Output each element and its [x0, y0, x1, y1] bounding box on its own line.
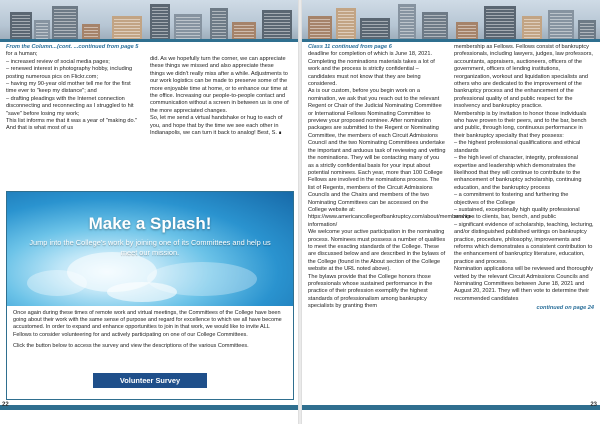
make-a-splash-promo — [6, 191, 294, 400]
page-number: 23 — [590, 402, 597, 408]
splash-subtitle: Jump into the College's work by joining one of its Committees and help us meet our mission. — [29, 238, 271, 257]
left-column-1 — [6, 44, 142, 133]
splash-paragraph: Once again during these times of remote work and virtual meetings, the Committees of the College have been going about their work with the same sense of purpose and regard for excellence to which we all have become accustomed. In order to expand and enhance opportunities to join in that work, we would like to invite ALL Fellows to consider volunteering for and actively participating on one of our College Committees. — [13, 310, 282, 338]
left-column-2 — [150, 56, 290, 137]
splash-body — [13, 310, 287, 354]
continued-heading: Class 11 continued from page 6 — [308, 44, 392, 50]
right-column-1 — [308, 44, 473, 311]
right-page — [302, 0, 600, 424]
column-text: for a human; – increased review of social media pages; – renewed interest in photography hobby, including posting numerous pics on Flickr.com; – having my 90-year old mother tell me for the first time ever to "keep my distance"; and – drafting pleadings with the Internet connection disconnecting and reconnecting as I struggled to hit "save" before losing my work; This list informs me that it was a year of "making do." And that is what most of us — [6, 51, 138, 132]
right-column-2 — [454, 44, 594, 313]
splash-paragraph: Click the button below to access the survey and view the descriptions of the various Committees. — [13, 342, 249, 349]
column-text: did. As we hopefully turn the corner, we can appreciate these things we missed and also appreciate these things we didn't really miss after a while. Adjustments to our work logistics can be made to preserve some of the more enjoyable time at home, or to enhance our time at the office. Increasing our people-to-people contact and communication without a screen in between us is one of the more appreciated changes. So, let me send a virtual handshake or hug to each of you, and hope that by the time we see each other in Indianapolis, we can turn it back to analog! Best, S. ∎ — [150, 56, 289, 137]
splash-title: Make a Splash! — [88, 214, 212, 233]
footer-bar — [0, 405, 298, 410]
skyline-header-image — [302, 0, 600, 42]
left-page — [0, 0, 298, 424]
continued-heading: From the Column...(cont. ...continued from page 5 — [6, 44, 139, 50]
column-text: membership as Fellows. Fellows consist of bankruptcy professionals, including lawyers, judges, law professors, accountants, appraisers, auctioneers, officers of the government, officers of lending institutions, reorganization, workout and liquidation specialists and others who are dedicated to the improvement of the bankruptcy process and the enhancement of the professional quality of and public respect for the insolvency and bankruptcy practice. Membership is by invitation to honor those individuals who have proven to their peers, and to the bar, bench and public, through long, continuous performance in their bankruptcy specialty that they possess: – the highest professional qualifications and ethical standards – the high level of character, integrity, professional expertise and leadership which demonstrates the likelihood that they will continue to contribute to the enhancement of bankruptcy scholarship, continuing education, and the bankruptcy process – a commitment to fostering and furthering the objectives of the College – sustained, exceptionally high quality professional services to clients, bar, bench, and public – significant evidence of scholarship, teaching, lecturing, and/or distinguished published writings on bankruptcy practice, procedure, philosophy, improvements and reforms which demonstrates a consistent contribution to the enhancement of bankruptcy literature, education, practice and process. Nomination applications will be reviewed and thoroughly vetted by the relevant Circuit Admissions Councils and Nominating Committees between June 18, 2021 and August 20, 2021. They will then vote to determine their recommended candidates — [454, 44, 594, 302]
page-number: 22 — [2, 402, 9, 408]
column-text: deadline for completion of which is June 18, 2021. Completing the nominations materials takes a lot of work and the process is strictly confidential – candidates must not know that they are being considered. As is our custom, before you begin work on a nomination, we ask that you reach out to the relevant Regent or Chair of the Judicial Nominating Committee or International Fellows Nominating Committee to preview your proposed nominee. After nomination packages are submitted to the Regent or Nominating Committee, the members of each Circuit Admissions Council and the two Nominating Committees undertake the important and arduous task of reviewing and vetting the nominations. They will be contacting many of you as a strictly confidential basis for your input about potential nominees. Each year, more than 100 College Fellows are involved in the nominations process. The list of Regents, members of the Circuit Admissions Councils and the Chairs and members of the two Nominating Committees can be accessed on the College website at: https://www.americancollegeofbankruptcy.com/about/membership-information/ We welcome your active participation in the nominating process. Nominees must possess a number of qualities to meet the exacting standards of the College. These are discussed below and are described in the bylaws of the College (found in the About section of the College website at the URL noted above). The bylaws provide that the College honors those professionals whose sustained performance in the practice of their profession exemplify the highest standards of professionalism among bankruptcy specialists by granting them — [308, 51, 473, 310]
skyline-header-image — [0, 0, 298, 42]
continued-footer-link[interactable]: continued on page 24 — [536, 305, 594, 312]
water-splash-image — [7, 192, 293, 306]
volunteer-survey-button[interactable]: Volunteer Survey — [93, 373, 207, 388]
footer-bar — [302, 405, 600, 410]
